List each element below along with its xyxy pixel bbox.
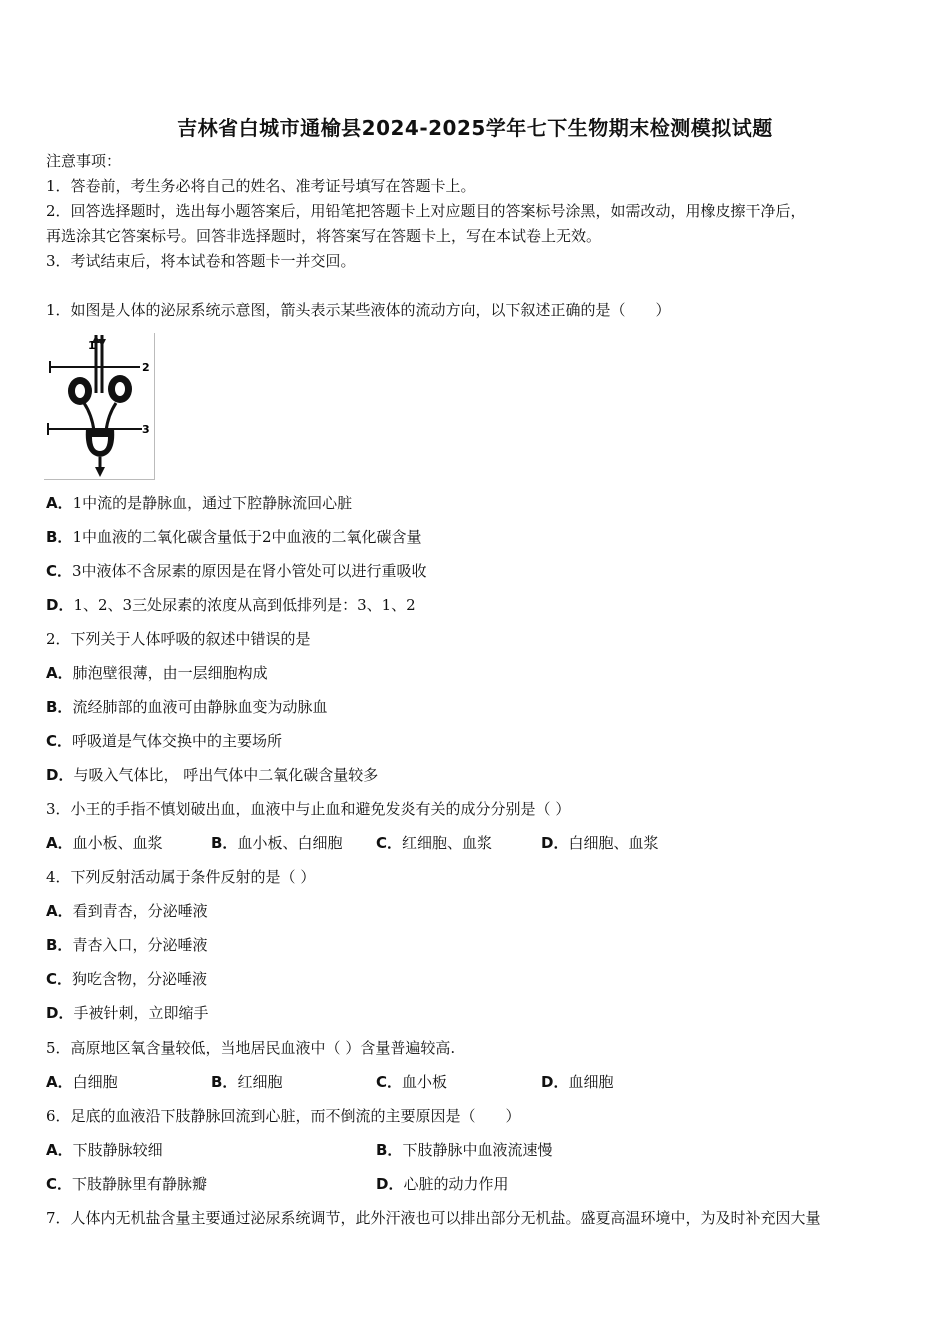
- option-text: 青杏入口，分泌唾液: [72, 936, 208, 954]
- option-text: 血小板、血浆: [72, 834, 163, 852]
- option-label: C．: [46, 562, 73, 580]
- option: [46, 731, 282, 751]
- option-text: 看到青杏，分泌唾液: [72, 902, 208, 920]
- option: [46, 561, 427, 581]
- option-label: B．: [376, 1141, 403, 1159]
- option-label: D．: [46, 596, 74, 614]
- option-label: B．: [211, 1073, 238, 1091]
- option: [46, 595, 416, 615]
- notice-heading: 注意事项：: [46, 152, 122, 170]
- option: [211, 833, 342, 853]
- option-label: B．: [46, 936, 73, 954]
- question-stem: 6．足底的血液沿下肢静脉回流到心脏，而不倒流的主要原因是（ ）: [46, 1107, 521, 1125]
- option-label: C．: [46, 732, 73, 750]
- option-text: 血小板、白细胞: [237, 834, 343, 852]
- option-text: 1中流的是静脉血，通过下腔静脉流回心脏: [72, 494, 353, 512]
- option: [46, 901, 208, 921]
- option: [46, 1003, 208, 1023]
- option-label: B．: [46, 528, 73, 546]
- option: [376, 1174, 508, 1194]
- option-text: 与吸入气体比， 呼出气体中二氧化碳含量较多: [73, 766, 379, 784]
- option-label: C．: [46, 1175, 73, 1193]
- option-text: 心脏的动力作用: [403, 1175, 509, 1193]
- option-label: D．: [46, 1004, 74, 1022]
- option-text: 3中液体不含尿素的原因是在肾小管处可以进行重吸收: [72, 562, 427, 580]
- option-label: B．: [211, 834, 238, 852]
- option: [46, 663, 268, 683]
- question-stem: 5．高原地区氧含量较低，当地居民血液中（ ）含量普遍较高.: [46, 1039, 456, 1057]
- option-text: 呼吸道是气体交换中的主要场所: [72, 732, 283, 750]
- option-text: 流经肺部的血液可由静脉血变为动脉血: [72, 698, 328, 716]
- question-stem: 4．下列反射活动属于条件反射的是（ ）: [46, 868, 316, 886]
- option-label: A．: [46, 1141, 73, 1159]
- option-label: A．: [46, 902, 73, 920]
- option: [376, 1140, 552, 1160]
- option-label: B．: [46, 698, 73, 716]
- option-text: 下肢静脉里有静脉瓣: [72, 1175, 208, 1193]
- page-title: 吉林省白城市通榆县2024-2025学年七下生物期末检测模拟试题: [177, 116, 773, 140]
- option-label: D．: [541, 834, 569, 852]
- option-label: A．: [46, 1073, 73, 1091]
- option: [46, 935, 207, 955]
- option-text: 红细胞、血浆: [402, 834, 493, 852]
- option-text: 下肢静脉中血液流速慢: [402, 1141, 553, 1159]
- option-text: 1、2、3三处尿素的浓度从高到低排列是：3、1、2: [73, 596, 416, 614]
- option: [46, 1174, 207, 1194]
- question-stem: 7．人体内无机盐含量主要通过泌尿系统调节，此外汗液也可以排出部分无机盐。盛夏高温环境中，为及时补充因大量: [46, 1209, 821, 1227]
- option: [376, 833, 492, 853]
- option-text: 狗吃含物，分泌唾液: [72, 970, 208, 988]
- option-label: A．: [46, 834, 73, 852]
- option: [46, 493, 352, 513]
- option: [541, 1072, 613, 1092]
- option-label: C．: [376, 834, 403, 852]
- option-text: 血小板: [402, 1073, 448, 1091]
- option: [376, 1072, 447, 1092]
- option: [46, 833, 163, 853]
- option-label: D．: [46, 766, 74, 784]
- notice-item: 1．答卷前，考生务必将自己的姓名、准考证号填写在答题卡上。: [46, 177, 476, 195]
- option-label: C．: [376, 1073, 403, 1091]
- option-label: D．: [541, 1073, 569, 1091]
- option-label: C．: [46, 970, 73, 988]
- option: [46, 969, 207, 989]
- option-text: 1中血液的二氧化碳含量低于2中血液的二氧化碳含量: [72, 528, 422, 546]
- notice-item: 再选涂其它答案标号。回答非选择题时，将答案写在答题卡上，写在本试卷上无效。: [46, 227, 602, 245]
- option: [46, 1072, 118, 1092]
- option-text: 肺泡壁很薄，由一层细胞构成: [72, 664, 268, 682]
- question-stem: 1．如图是人体的泌尿系统示意图，箭头表示某些液体的流动方向，以下叙述正确的是（ ）: [46, 301, 671, 319]
- notice-item: 2．回答选择题时，选出每小题答案后，用铅笔把答题卡上对应题目的答案标号涂黑，如需改动，用橡皮擦干净后，: [46, 202, 806, 220]
- option-text: 下肢静脉较细: [72, 1141, 163, 1159]
- option: [46, 765, 378, 785]
- option-label: A．: [46, 494, 73, 512]
- option: [46, 1140, 163, 1160]
- option-text: 白细胞: [72, 1073, 118, 1091]
- figure-label-1: 1: [88, 339, 96, 352]
- option: [541, 833, 658, 853]
- question-stem: 2．下列关于人体呼吸的叙述中错误的是: [46, 630, 311, 648]
- urinary-system-diagram: [44, 333, 154, 479]
- option-text: 白细胞、血浆: [568, 834, 659, 852]
- figure-label-2: 2: [142, 361, 150, 374]
- notice-item: 3．考试结束后，将本试卷和答题卡一并交回。: [46, 252, 356, 270]
- option: [46, 697, 327, 717]
- option-text: 血细胞: [568, 1073, 614, 1091]
- option: [46, 527, 422, 547]
- option-text: 手被针刺，立即缩手: [73, 1004, 209, 1022]
- option-label: A．: [46, 664, 73, 682]
- urinary-system-figure: [44, 333, 155, 480]
- option-label: D．: [376, 1175, 404, 1193]
- option: [211, 1072, 282, 1092]
- option-text: 红细胞: [237, 1073, 283, 1091]
- figure-label-3: 3: [142, 423, 150, 436]
- question-stem: 3．小王的手指不慎划破出血，血液中与止血和避免发炎有关的成分分别是（ ）: [46, 800, 571, 818]
